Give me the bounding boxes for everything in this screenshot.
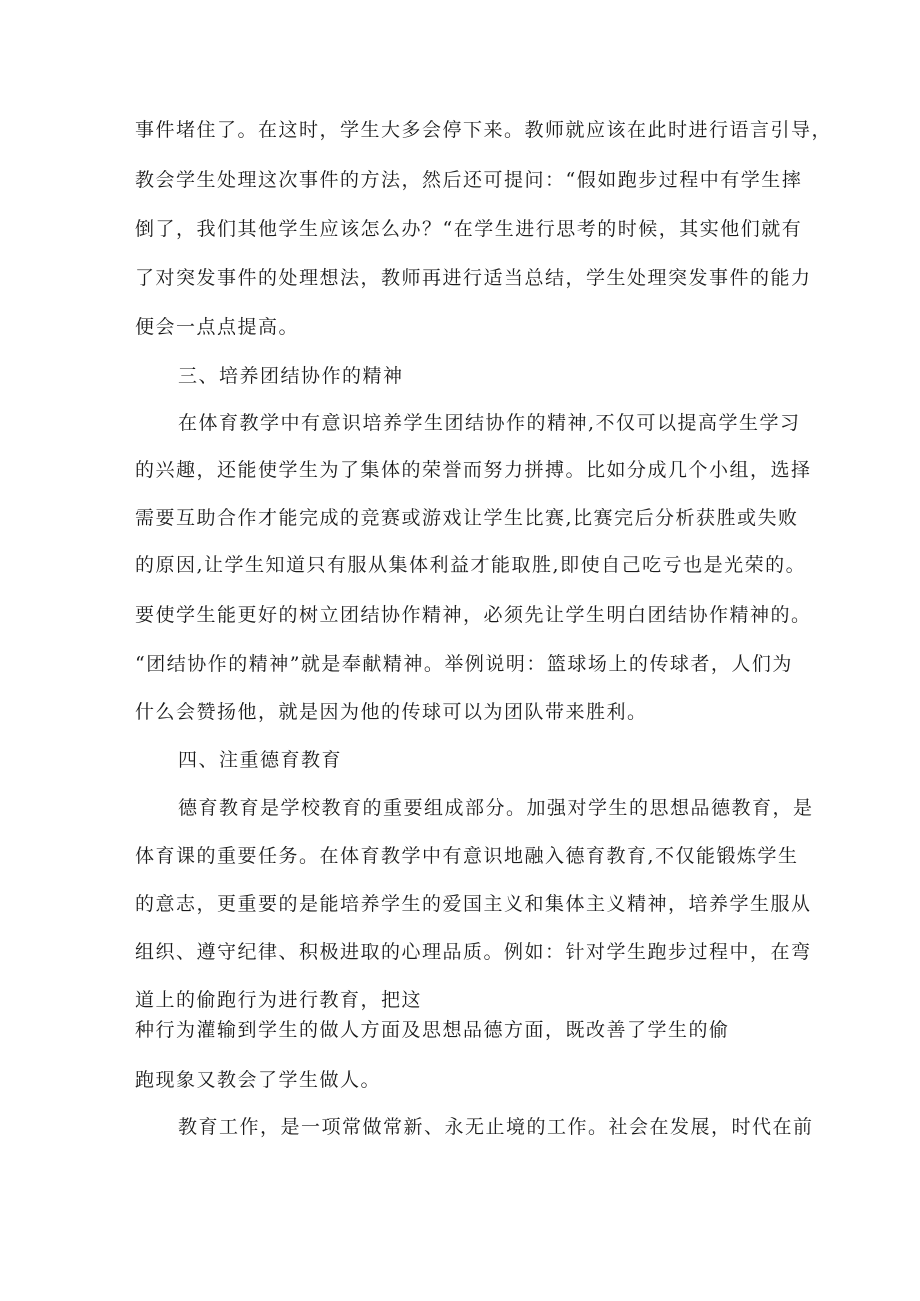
text-line: 事件堵住了。在这时，学生大多会停下来。教师就应该在此时进行语言引导， (135, 119, 833, 141)
text-line: 道上的偷跑行为进行教育，把这 (135, 989, 423, 1011)
text-line: 的原因,让学生知道只有服从集体利益才能取胜,即使自己吃亏也是光荣的。 (135, 554, 807, 576)
text-line: 的意志，更重要的是能培养学生的爱国主义和集体主义精神，培养学生服从 (135, 893, 812, 915)
text-line: 组织、遵守纪律、积极进取的心理品质。例如：针对学生跑步过程中，在弯 (135, 941, 812, 963)
paragraph-start-line: 在体育教学中有意识培养学生团结协作的精神,不仅可以提高学生学习 (178, 412, 801, 434)
text-line: 要使学生能更好的树立团结协作精神，必须先让学生明白团结协作精神的。 (135, 604, 812, 626)
text-line: 需要互助合作才能完成的竞赛或游戏让学生比赛,比赛完后分析获胜或失败 (135, 507, 799, 529)
paragraph-start-line: 教育工作，是一项常做常新、永无止境的工作。社会在发展，时代在前 (178, 1116, 814, 1138)
text-line: 了对突发事件的处理想法，教师再进行适当总结，学生处理突发事件的能力 (135, 267, 812, 289)
text-line: “团结协作的精神”就是奉献精神。举例说明：篮球场上的传球者，人们为 (135, 653, 793, 675)
text-line: 什么会赞扬他，就是因为他的传球可以为团队带来胜利。 (135, 701, 648, 723)
text-line: 教会学生处理这次事件的方法，然后还可提问：“假如跑步过程中有学生摔 (135, 169, 803, 191)
text-line: 体育课的重要任务。在体育教学中有意识地融入德育教育,不仅能锻炼学生 (135, 845, 799, 867)
text-line: 便会一点点提高。 (135, 316, 300, 338)
section-heading: 四、注重德育教育 (178, 749, 343, 771)
text-line: 种行为灌输到学生的做人方面及思想品德方面，既改善了学生的偷 (135, 1019, 730, 1041)
text-line: 倒了，我们其他学生应该怎么办？“在学生进行思考的时候，其实他们就有 (135, 218, 803, 240)
text-line: 的兴趣，还能使学生为了集体的荣誉而努力拼搏。比如分成几个小组，选择 (135, 459, 812, 481)
paragraph-start-line: 德育教育是学校教育的重要组成部分。加强对学生的思想品德教育，是 (178, 797, 814, 819)
text-line: 跑现象又教会了学生做人。 (135, 1069, 382, 1091)
section-heading: 三、培养团结协作的精神 (178, 365, 404, 387)
